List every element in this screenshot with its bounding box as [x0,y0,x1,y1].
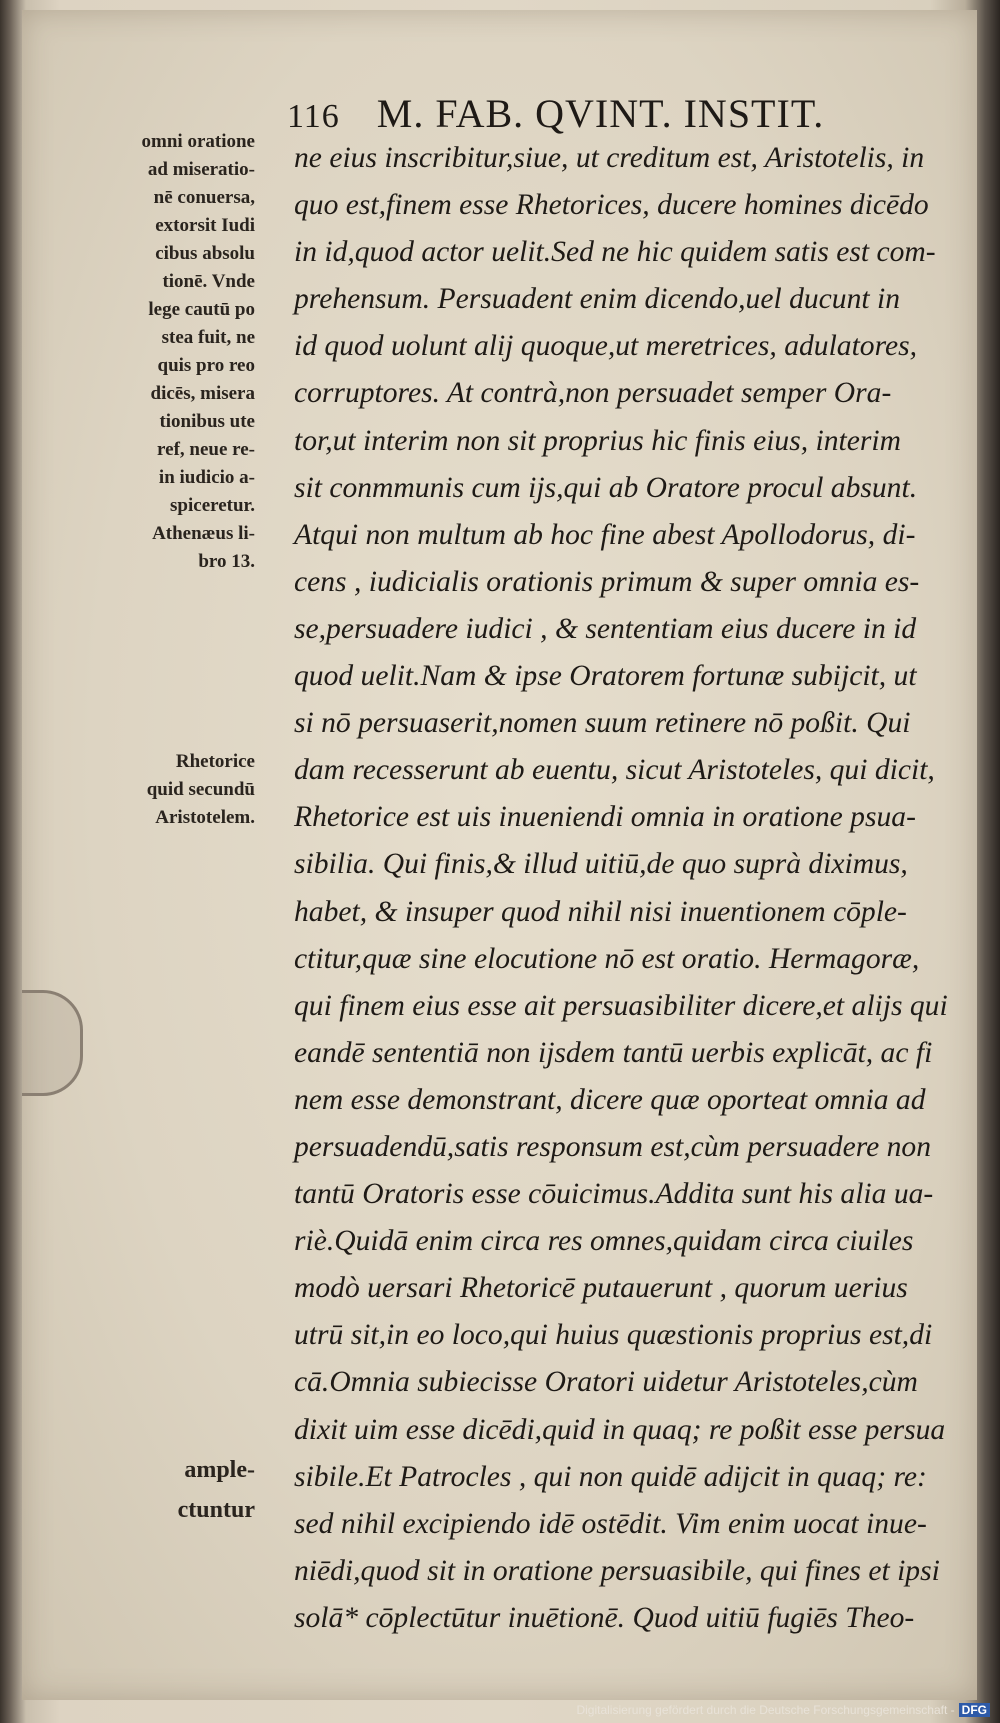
margin-note-line: Aristotelem. [155,807,255,828]
text-line: habet, & insuper quod nihil nisi inuentionem cōple- [294,894,907,928]
text-line: persuadendū,satis responsum est,cùm persuadere non [294,1129,932,1163]
text-line: sed nihil excipiendo idē ostēdit. Vim enim uocat inue- [294,1506,927,1540]
margin-note-line: omni oratione [141,131,255,152]
margin-note-1 [100,128,255,576]
running-title: M. FAB. QVINT. INSTIT. [376,91,825,136]
text-line: riè.Quidā enim circa res omnes,quidam circa ciuiles [294,1224,914,1258]
margin-note-line: spiceretur. [170,495,255,516]
text-line: quod uelit.Nam & ipse Oratorem fortunæ subijcit, ut [294,659,917,693]
text-line: sibilia. Qui finis,& illud uitiū,de quo suprà diximus, [294,847,908,881]
margin-note-line: ad miseratio- [147,159,255,180]
text-line: dam recesserunt ab euentu, sicut Aristoteles, qui dicit, [294,753,935,787]
margin-note-line: Rhetorice [175,751,255,772]
text-line: tor,ut interim non sit proprius hic finis eius, interim [294,423,901,457]
text-line: ctitur,quæ sine elocutione nō est oratio. Hermagoræ, [294,941,920,975]
text-line: ne eius inscribitur,siue, ut creditum est, Aristotelis, in [294,141,925,174]
margin-note-2 [100,748,255,832]
running-header [287,90,927,137]
text-line: cens , iudicialis orationis primum & super omnia es- [294,564,920,598]
margin-note-line: tionibus ute [159,411,255,432]
margin-note-line: tionē. Vnde [162,271,255,292]
margin-note-line: ample- [184,1457,255,1483]
text-line: qui finem eius esse ait persuasibiliter dicere,et alijs qui [294,988,948,1022]
text-line: solā* cōplectūtur inuētionē. Quod uitiū fugiēs Theo- [294,1600,915,1634]
dfg-logo: DFG [959,1703,990,1717]
main-text-block [294,134,994,1641]
margin-note-line: extorsit Iudi [155,215,255,236]
margin-note-line: Athenæus li- [152,523,255,544]
book-page [22,10,977,1700]
text-line: quo est,finem esse Rhetorices, ducere homines dicēdo [294,188,929,222]
text-line: modò uersari Rhetoricē putauerunt , quorum uerius [294,1271,908,1305]
text-line: utrū sit,in eo loco,qui huius quæstionis proprius est,di [294,1318,933,1352]
margin-note-line: dicēs, misera [150,383,255,404]
margin-note-line: nē conuersa, [153,187,255,208]
margin-note-line: ctuntur [177,1497,255,1523]
text-line: prehensum. Persuadent enim dicendo,uel ducunt in [294,282,900,316]
page-number: 116 [287,98,340,135]
text-line: eandē sententiā non ijsdem tantū uerbis explicāt, ac fi [294,1035,933,1069]
text-line: sibile.Et Patrocles , qui non quidē adijcit in quaq; re: [294,1459,927,1493]
margin-note-line: stea fuit, ne [161,327,255,348]
text-line: se,persuadere iudici , & sententiam eius ducere in id [294,611,917,645]
text-line: Rhetorice est uis inueniendi omnia in oratione psua- [294,800,916,834]
text-line: id quod uolunt alij quoque,ut meretrices, adulatores, [294,329,918,363]
text-line: nem esse demonstrant, dicere quæ oporteat omnia ad [294,1082,926,1116]
margin-note-line: cibus absolu [155,243,255,264]
margin-note-line: ref, neue re- [157,439,255,460]
margin-note-3 [100,1450,255,1530]
text-line: tantū Oratoris esse cōuicimus.Addita sunt his alia ua- [294,1177,934,1211]
text-line: si nō persuaserit,nomen suum retinere nō poßit. Qui [294,706,911,740]
text-line: niēdi,quod sit in oratione persuasibile, qui fines et ipsi [294,1553,940,1587]
text-line: Atqui non multum ab hoc fine abest Apollodorus, di- [294,517,916,551]
digitization-credit [576,1703,990,1717]
text-line: sit conmmunis cum ijs,qui ab Oratore procul absunt. [294,470,918,504]
text-line: dixit uim esse dicēdi,quid in quaq; re poßit esse persua [294,1412,946,1446]
credit-text: Digitalisierung gefördert durch die Deutsche Forschungsgemeinschaft - [576,1703,955,1717]
margin-note-line: in iudicio a- [158,467,255,488]
binding-clip [22,990,83,1096]
text-line: corruptores. At contrà,non persuadet semper Ora- [294,376,892,410]
margin-note-line: lege cautū po [148,299,255,320]
margin-note-line: quis pro reo [157,355,255,376]
margin-note-line: bro 13. [198,551,255,572]
text-line: cā.Omnia subiecisse Oratori uidetur Aristoteles,cùm [294,1365,918,1399]
text-line: in id,quod actor uelit.Sed ne hic quidem satis est com- [294,235,936,269]
margin-note-line: quid secundū [146,779,255,800]
